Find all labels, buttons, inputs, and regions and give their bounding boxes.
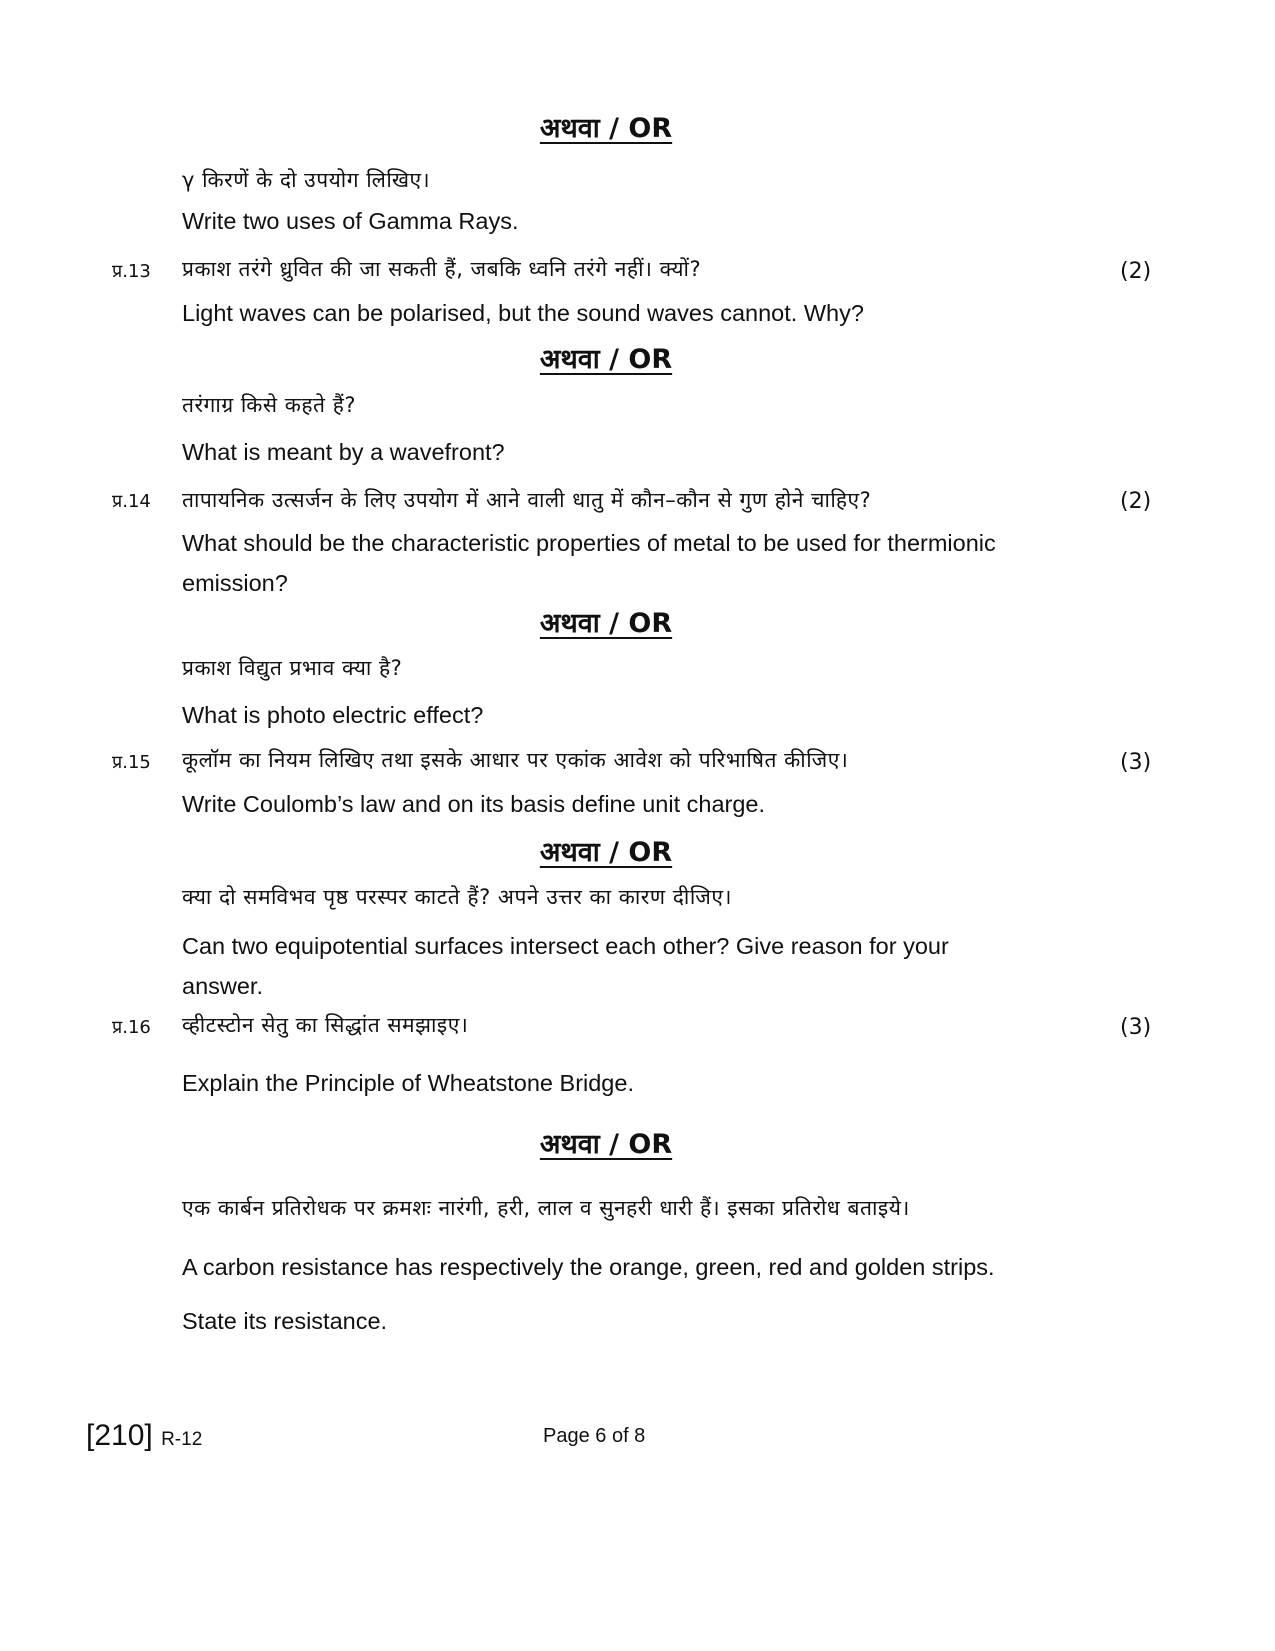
question-marks: (3) [1120,750,1152,775]
or-heading: अथवा / OR [539,344,673,375]
question-text-hindi: व्हीटस्टोन सेतु का सिद्धांत समझाइए। [182,1013,469,1037]
gamma-question-hindi: γ किरणें के दो उपयोग लिखिए। [182,168,431,192]
question-text-hindi: तरंगाग्र किसे कहते हैं? [182,393,356,417]
question-marks: (3) [1120,1015,1152,1040]
or-heading: अथवा / OR [539,1129,673,1160]
question-text-hindi: एक कार्बन प्रतिरोधक पर क्रमशः नारंगी, हरी, लाल व सुनहरी धारी हैं। इसका प्रतिरोध बताइये। [182,1196,910,1220]
question-text-english: Explain the Principle of Wheatstone Bridge. [182,1070,634,1096]
gamma-question-english: Write two uses of Gamma Rays. [182,208,519,234]
question-text-hindi: प्रकाश तरंगे ध्रुवित की जा सकती हैं, जबकि ध्वनि तरंगे नहीं। क्यों? [182,257,702,281]
question-text-english: Light waves can be polarised, but the sound waves cannot. Why? [182,300,864,326]
or-heading: अथवा / OR [539,113,673,144]
question-text-english: A carbon resistance has respectively the orange, green, red and golden strips. [182,1254,995,1280]
question-text-hindi: क्या दो समविभव पृष्ठ परस्पर काटते हैं? अपने उत्तर का कारण दीजिए। [182,885,732,909]
question-text-english: emission? [182,570,288,596]
question-marks: (2) [1120,259,1152,284]
question-text-english: What is meant by a wavefront? [182,439,505,465]
or-heading: अथवा / OR [539,608,673,639]
question-text-hindi: प्रकाश विद्युत प्रभाव क्या है? [182,656,403,680]
question-number: प्र.13 [112,261,151,282]
paper-code [86,1418,202,1458]
question-number: प्र.15 [112,752,151,773]
paper-code-number: [210] [86,1419,153,1452]
question-text-hindi: तापायनिक उत्सर्जन के लिए उपयोग में आने वाली धातु में कौन–कौन से गुण होने चाहिए? [182,488,872,512]
or-heading: अथवा / OR [539,837,673,868]
question-number: प्र.14 [112,491,151,512]
page-number: Page 6 of 8 [543,1425,646,1447]
question-text-hindi: कूलॉम का नियम लिखिए तथा इसके आधार पर एकांक आवेश को परिभाषित कीजिए। [182,748,849,772]
question-text-english: answer. [182,973,263,999]
paper-series: R-12 [161,1429,203,1450]
question-text-english: What should be the characteristic properties of metal to be used for thermionic [182,530,996,556]
question-text-english: State its resistance. [182,1308,388,1334]
question-text-english: What is photo electric effect? [182,702,484,728]
question-marks: (2) [1120,489,1152,514]
question-number: प्र.16 [112,1017,151,1038]
question-text-english: Can two equipotential surfaces intersect each other? Give reason for your [182,933,949,959]
question-text-english: Write Coulomb’s law and on its basis define unit charge. [182,791,766,817]
